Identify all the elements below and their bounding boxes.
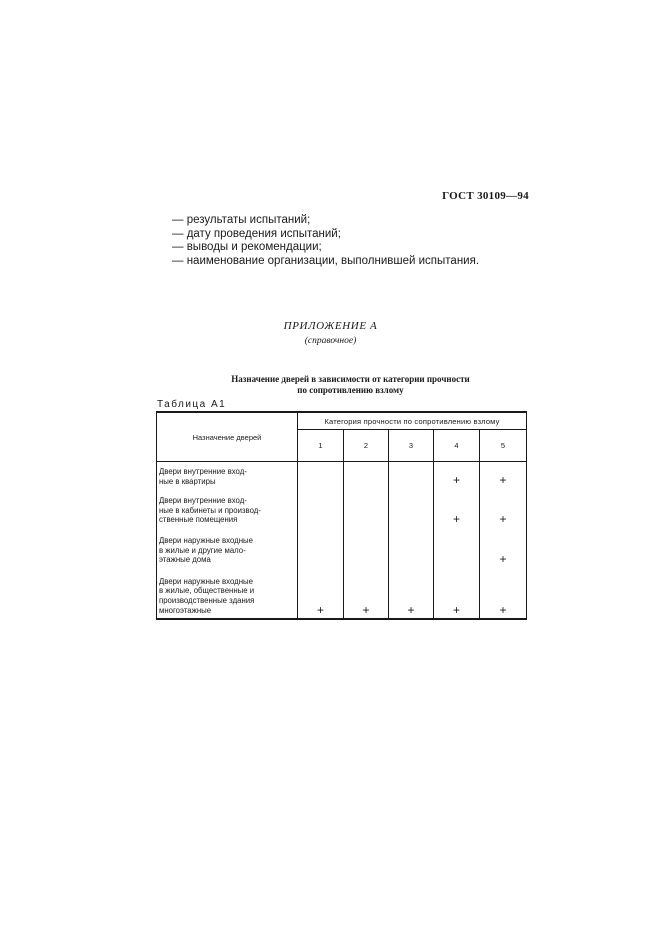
door-purpose-cell [157, 567, 298, 619]
category-number: 5 [480, 430, 527, 462]
table-row [157, 462, 527, 489]
mark-cell: + [434, 488, 480, 527]
door-purpose-line: многоэтажные [159, 605, 212, 615]
mark-cell: + [434, 462, 480, 489]
mark-cell [389, 462, 434, 489]
door-purpose-line: этажные дома [159, 555, 211, 565]
mark-cell [434, 527, 480, 567]
mark-cell [344, 462, 389, 489]
door-purpose-line: ственные помещения [159, 515, 238, 525]
door-purpose-cell [157, 462, 298, 489]
mark-cell: + [344, 567, 389, 619]
mark-cell [344, 488, 389, 527]
mark-cell: + [298, 567, 344, 619]
door-purpose-line: Двери наружные входные [159, 576, 253, 586]
mark-cell [389, 527, 434, 567]
table-caption-line: по сопротивлению взлому [297, 385, 404, 395]
mark-cell: + [480, 488, 527, 527]
list-item: — дату проведения испытаний; [172, 227, 341, 240]
category-number: 4 [434, 430, 480, 462]
document-code: ГОСТ 30109—94 [442, 190, 529, 202]
list-item: — выводы и рекомендации; [172, 241, 322, 253]
category-number: 2 [344, 430, 389, 462]
category-number: 1 [298, 430, 344, 462]
mark-cell: + [389, 567, 434, 619]
mark-cell: + [480, 527, 527, 567]
appendix-title: ПРИЛОЖЕНИЕ А [283, 320, 378, 332]
mark-cell [389, 488, 434, 527]
door-purpose-cell [157, 527, 298, 567]
mark-cell: + [434, 567, 480, 619]
mark-cell [298, 527, 344, 567]
door-purpose-line: в жилые, общественные и [159, 586, 255, 596]
mark-cell [344, 527, 389, 567]
column-header-category: Категория прочности по сопротивлению взлому [298, 412, 527, 430]
category-number: 3 [389, 430, 434, 462]
door-purpose-line: ные в квартиры [159, 476, 216, 486]
list-item: — результаты испытаний; [172, 214, 311, 226]
results-list [172, 214, 479, 268]
appendix-subtitle: (справочное) [304, 336, 357, 346]
mark-cell [298, 462, 344, 489]
table-row [157, 567, 527, 619]
mark-cell [298, 488, 344, 527]
table-caption [20, 374, 661, 396]
door-category-table [156, 411, 527, 620]
door-purpose-line: в жилые и другие мало- [159, 545, 246, 555]
door-purpose-line: ные в кабинеты и производ- [159, 505, 261, 515]
door-purpose-cell [157, 488, 298, 527]
mark-cell: + [480, 462, 527, 489]
door-purpose-line: Двери внутренние вход- [159, 467, 247, 476]
table-label: Таблица А1 [157, 399, 227, 410]
table-row [157, 488, 527, 527]
table-row [157, 527, 527, 567]
door-purpose-line: производственные здания [159, 595, 255, 605]
door-purpose-line: Двери внутренние вход- [159, 496, 247, 506]
door-purpose-line: Двери наружные входные [159, 535, 253, 545]
mark-cell: + [480, 567, 527, 619]
list-item: — наименование организации, выполнившей испытания. [172, 254, 480, 267]
column-header-door-purpose: Назначение дверей [157, 412, 298, 462]
table-caption-line: Назначение дверей в зависимости от категории прочности [231, 374, 470, 384]
